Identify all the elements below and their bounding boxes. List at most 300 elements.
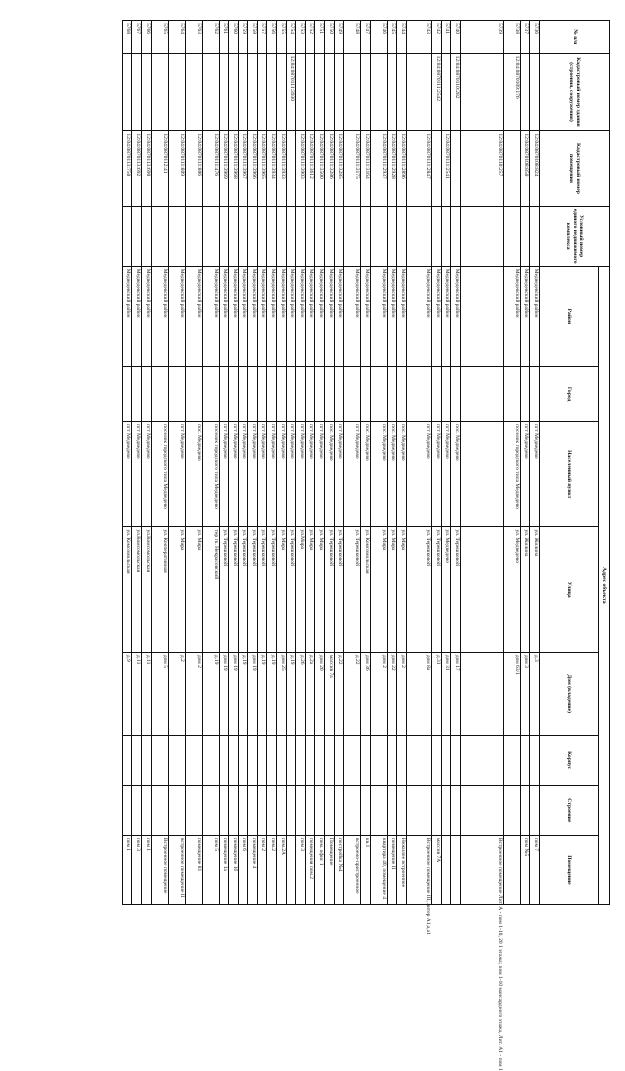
premises-cadastral-cell: 12:04:0870111:3969	[219, 131, 229, 206]
locality-cell: пгт Медведево	[229, 422, 239, 527]
street-cell: ул. Жилина	[520, 527, 530, 652]
table-row	[305, 21, 315, 905]
premises-cadastral-cell	[451, 131, 461, 206]
locality-cell: пгт Медведево	[441, 422, 451, 527]
premises-cell: Нежилое встроенное	[397, 835, 407, 904]
district-cell: Медведевский район	[370, 266, 387, 366]
structure-cell	[397, 785, 407, 835]
district-cell	[460, 266, 503, 366]
row-num: 5749	[334, 21, 344, 54]
rotated-register-table	[17, 20, 610, 1071]
locality-cell: пгт Медведево	[132, 422, 142, 527]
premises-cadastral-cell: 12:04:0870111:3933	[277, 131, 287, 206]
premises-cell: Встроенное помещение	[151, 835, 168, 904]
structure-cell	[151, 785, 168, 835]
block-cell	[407, 735, 432, 785]
street-cell: ул. Терешковой	[407, 527, 432, 652]
street-cell: ул. Терешковой	[432, 527, 442, 652]
building-cadastral-cell	[238, 53, 248, 131]
conditional-number-cell	[132, 206, 142, 266]
structure-cell	[219, 785, 229, 835]
premises-cadastral-cell: 12:04:0870113:750	[122, 131, 132, 206]
premises-cell: помещение 81	[185, 835, 202, 904]
table-row	[520, 21, 530, 905]
header-block: Корпус	[540, 735, 599, 785]
structure-cell	[202, 785, 219, 835]
table-row	[397, 21, 407, 905]
district-cell: Медведевский район	[219, 266, 229, 366]
row-num: 5763	[185, 21, 202, 54]
table-row	[344, 21, 361, 905]
table-row	[286, 21, 296, 905]
row-num: 5756	[267, 21, 277, 54]
structure-cell	[344, 785, 361, 835]
table-row	[460, 21, 503, 905]
locality-cell: пгт Медведево	[238, 422, 248, 527]
house-cell: дом 25	[277, 652, 287, 735]
row-num: 5737	[520, 21, 530, 54]
city-cell	[460, 367, 503, 422]
block-cell	[315, 735, 325, 785]
premises-cell: пом 3	[296, 835, 306, 904]
conditional-number-cell	[460, 206, 503, 266]
premises-cell: пом 5	[202, 835, 219, 904]
structure-cell	[361, 785, 371, 835]
conditional-number-cell	[397, 206, 407, 266]
district-cell: Медведевский район	[286, 266, 296, 366]
conditional-number-cell	[238, 206, 248, 266]
block-cell	[344, 735, 361, 785]
locality-cell: пос. Медведево	[361, 422, 371, 527]
header-building-cadastral: Кадастровый номер здания (строения, сооружения)	[540, 53, 610, 131]
city-cell	[370, 367, 387, 422]
block-cell	[257, 735, 267, 785]
city-cell	[238, 367, 248, 422]
structure-cell	[407, 785, 432, 835]
house-cell: д.9	[122, 652, 132, 735]
row-num: 5767	[132, 21, 142, 54]
conditional-number-cell	[267, 206, 277, 266]
structure-cell	[305, 785, 315, 835]
building-cadastral-cell	[387, 53, 397, 131]
table-row	[334, 21, 344, 905]
locality-cell: пос. Медведево	[397, 422, 407, 527]
table-row	[219, 21, 229, 905]
premises-cadastral-cell: 12:04:0870111:3966	[248, 131, 258, 206]
locality-cell: пос. Медведево	[185, 422, 202, 527]
conditional-number-cell	[122, 206, 132, 266]
conditional-number-cell	[248, 206, 258, 266]
premises-cell: пом 1	[122, 835, 132, 904]
street-cell: ул. Мира	[315, 527, 325, 652]
building-cadastral-cell	[315, 53, 325, 131]
district-cell: Медведевский район	[248, 266, 258, 366]
city-cell	[267, 367, 277, 422]
conditional-number-cell	[219, 206, 229, 266]
building-cadastral-cell	[520, 53, 530, 131]
street-cell: ул. Терешковой	[238, 527, 248, 652]
premises-cadastral-cell: 12:04:0870113:690	[141, 131, 151, 206]
district-cell: Медведевский район	[432, 266, 442, 366]
header-premises: Помещение	[540, 835, 599, 904]
header-address-group: Адрес объекта	[599, 266, 610, 904]
premises-cell: Встроенное помещение III, литер А1,а,а1	[407, 835, 432, 904]
header-premises-cadastral: Кадастровый номер помещения	[540, 131, 610, 206]
locality-cell	[460, 422, 503, 527]
locality-cell: пгт Медведево	[286, 422, 296, 527]
table-row	[503, 21, 520, 905]
city-cell	[277, 367, 287, 422]
building-cadastral-cell	[334, 53, 344, 131]
block-cell	[122, 735, 132, 785]
conditional-number-cell	[286, 206, 296, 266]
city-cell	[432, 367, 442, 422]
premises-cadastral-cell	[432, 131, 442, 206]
building-cadastral-cell	[277, 53, 287, 131]
building-cadastral-cell: 12:04:0870111:2542	[432, 53, 442, 131]
house-cell: д.19	[202, 652, 219, 735]
street-cell: ул. Терешковой	[248, 527, 258, 652]
premises-cadastral-cell: 12:04:0870111:3967	[238, 131, 248, 206]
block-cell	[296, 735, 306, 785]
conditional-number-cell	[296, 206, 306, 266]
district-cell: Медведевский район	[344, 266, 361, 366]
district-cell: Медведевский район	[296, 266, 306, 366]
block-cell	[168, 735, 185, 785]
locality-cell: пгт Медведево	[305, 422, 315, 527]
district-cell: Медведевский район	[530, 266, 540, 366]
premises-cell: массив 7А	[432, 835, 442, 904]
district-cell: Медведевский район	[267, 266, 277, 366]
table-row	[248, 21, 258, 905]
premises-cadastral-cell: 12:04:0870111:3285	[334, 131, 344, 206]
row-num: 5741	[441, 21, 451, 54]
table-row	[530, 21, 540, 905]
house-cell: массив 7а	[325, 652, 335, 735]
structure-cell	[257, 785, 267, 835]
house-cell: дом 19	[248, 652, 258, 735]
block-cell	[325, 735, 335, 785]
building-cadastral-cell	[267, 53, 277, 131]
premises-cell: Встроенное помещение Лит. А - пом 1-10, 20 1 этажа; пом 1-10 мансардного этажа, Лит. А1 - пом 1	[460, 835, 503, 904]
street-cell: ул. Мира	[168, 527, 185, 652]
street-cell: ул. Мира	[305, 527, 315, 652]
street-cell: ул. Терешковой	[286, 527, 296, 652]
house-cell: д.31	[432, 652, 442, 735]
city-cell	[441, 367, 451, 422]
district-cell: Медведевский район	[387, 266, 397, 366]
building-cadastral-cell: 12:04:0870111:3930	[286, 53, 296, 131]
row-num: 5743	[407, 21, 432, 54]
house-cell: дом 8а	[407, 652, 432, 735]
conditional-number-cell	[185, 206, 202, 266]
city-cell	[334, 367, 344, 422]
district-cell: Медведевский район	[277, 266, 287, 366]
table-row	[361, 21, 371, 905]
premises-cell: пом. офис 1	[315, 835, 325, 904]
premises-cadastral-cell: 12:04:0870111:2896	[397, 131, 407, 206]
row-num: 5757	[257, 21, 267, 54]
block-cell	[361, 735, 371, 785]
premises-cadastral-cell	[503, 131, 520, 206]
street-cell: ул. Мира	[397, 527, 407, 652]
building-cadastral-cell	[122, 53, 132, 131]
building-cadastral-cell	[370, 53, 387, 131]
premises-cadastral-cell: 12:04:0870111:3934	[267, 131, 277, 206]
building-cadastral-cell	[229, 53, 239, 131]
city-cell	[530, 367, 540, 422]
house-cell: дом 31	[441, 652, 451, 735]
city-cell	[520, 367, 530, 422]
building-cadastral-cell	[185, 53, 202, 131]
table-row	[168, 21, 185, 905]
row-num: 5762	[202, 21, 219, 54]
structure-cell	[229, 785, 239, 835]
conditional-number-cell	[361, 206, 371, 266]
city-cell	[361, 367, 371, 422]
block-cell	[503, 735, 520, 785]
block-cell	[432, 735, 442, 785]
premises-cadastral-cell: 12:04:0870108:850	[520, 131, 530, 206]
premises-cell	[503, 835, 520, 904]
house-cell: д.2а	[305, 652, 315, 735]
premises-cadastral-cell: 12:04:0870111:3968	[229, 131, 239, 206]
premises-cell: помещение 4	[248, 835, 258, 904]
street-cell: ул.Мира	[296, 527, 306, 652]
register-table-body	[122, 21, 539, 1071]
conditional-number-cell	[441, 206, 451, 266]
block-cell	[387, 735, 397, 785]
row-num: 5742	[432, 21, 442, 54]
house-cell: дом 20	[315, 652, 325, 735]
table-row	[132, 21, 142, 905]
row-num: 5760	[229, 21, 239, 54]
row-num: 5764	[168, 21, 185, 54]
header-num: № п/п	[540, 21, 610, 54]
structure-cell	[334, 785, 344, 835]
premises-cell: помещение II	[387, 835, 397, 904]
house-cell: д.19	[257, 652, 267, 735]
locality-cell: пгт Медведево	[141, 422, 151, 527]
house-cell: дом 63/1	[503, 652, 520, 735]
premises-cell: Помещение	[325, 835, 335, 904]
structure-cell	[520, 785, 530, 835]
street-cell: ул. Терешковой	[257, 527, 267, 652]
district-cell: Медведевский район	[397, 266, 407, 366]
city-cell	[132, 367, 142, 422]
block-cell	[151, 735, 168, 785]
building-cadastral-cell	[257, 53, 267, 131]
locality-cell: пос. Медведево	[451, 422, 461, 527]
table-row	[387, 21, 397, 905]
structure-cell	[315, 785, 325, 835]
conditional-number-cell	[168, 206, 185, 266]
house-cell: дом 17	[451, 652, 461, 735]
locality-cell: поселок городского типа Медведево	[151, 422, 168, 527]
property-register-table	[122, 20, 610, 1071]
structure-cell	[325, 785, 335, 835]
structure-cell	[286, 785, 296, 835]
structure-cell	[132, 785, 142, 835]
premises-cell: пом 6	[238, 835, 248, 904]
row-num: 5758	[248, 21, 258, 54]
city-cell	[325, 367, 335, 422]
street-cell: ул. Мира	[387, 527, 397, 652]
city-cell	[397, 367, 407, 422]
locality-cell: поселок городского типа Медведево	[202, 422, 219, 527]
street-cell: тер гк. Некрасовский	[202, 527, 219, 652]
building-cadastral-cell: 12:04:0870109:176	[503, 53, 520, 131]
table-row	[229, 21, 239, 905]
city-cell	[168, 367, 185, 422]
locality-cell: пгт Медведево	[407, 422, 432, 527]
house-cell: дом 3	[520, 652, 530, 735]
premises-cell: пом 2	[257, 835, 267, 904]
block-cell	[267, 735, 277, 785]
structure-cell	[460, 785, 503, 835]
conditional-number-cell	[257, 206, 267, 266]
street-cell	[460, 527, 503, 652]
street-cell: ул. Терешковой	[219, 527, 229, 652]
row-num: 5745	[387, 21, 397, 54]
district-cell: Медведевский район	[141, 266, 151, 366]
district-cell: Медведевский район	[229, 266, 239, 366]
premises-cadastral-cell: 12:04:0870108:824	[530, 131, 540, 206]
row-num: 5752	[305, 21, 315, 54]
building-cadastral-cell	[441, 53, 451, 131]
building-cadastral-cell	[219, 53, 229, 131]
locality-cell: пгт Медведево	[520, 422, 530, 527]
structure-cell	[370, 785, 387, 835]
block-cell	[520, 735, 530, 785]
conditional-number-cell	[451, 206, 461, 266]
conditional-number-cell	[277, 206, 287, 266]
locality-cell: пгт Медведево	[344, 422, 361, 527]
table-row	[141, 21, 151, 905]
city-cell	[315, 367, 325, 422]
row-num: 5759	[238, 21, 248, 54]
street-cell: ул.Комсомольская	[132, 527, 142, 652]
table-row	[441, 21, 451, 905]
structure-cell	[168, 785, 185, 835]
premises-cell: пом.2А	[277, 835, 287, 904]
row-num: 5765	[151, 21, 168, 54]
street-cell: ул. Комсомольская	[122, 527, 132, 652]
city-cell	[229, 367, 239, 422]
locality-cell: пгт Медведево	[277, 422, 287, 527]
row-num: 5753	[296, 21, 306, 54]
locality-cell: пгт Медведево	[219, 422, 229, 527]
city-cell	[141, 367, 151, 422]
district-cell: Медведевский район	[451, 266, 461, 366]
house-cell: дом 2	[185, 652, 202, 735]
premises-cadastral-cell: 12:04:0870111:2937	[370, 131, 387, 206]
table-row	[122, 21, 132, 905]
district-cell: Медведевский район	[238, 266, 248, 366]
building-cadastral-cell	[460, 53, 503, 131]
house-cell: д.22	[334, 652, 344, 735]
block-cell	[460, 735, 503, 785]
city-cell	[151, 367, 168, 422]
conditional-number-cell	[370, 206, 387, 266]
house-cell: д.3	[530, 652, 540, 735]
conditional-number-cell	[141, 206, 151, 266]
street-cell: ул. Терешковой	[229, 527, 239, 652]
premises-cadastral-cell: 12:04:0870111:3500	[315, 131, 325, 206]
table-row	[277, 21, 287, 905]
building-cadastral-cell	[202, 53, 219, 131]
structure-cell	[267, 785, 277, 835]
building-cadastral-cell	[344, 53, 361, 131]
premises-cell	[441, 835, 451, 904]
row-num: 5746	[370, 21, 387, 54]
conditional-number-cell	[520, 206, 530, 266]
conditional-number-cell	[334, 206, 344, 266]
locality-cell: поселок городского типа Медведево	[503, 422, 520, 527]
premises-cell: пом.2	[267, 835, 277, 904]
building-cadastral-cell	[168, 53, 185, 131]
row-num: 5740	[451, 21, 461, 54]
street-cell: ул. Мира	[185, 527, 202, 652]
city-cell	[407, 367, 432, 422]
district-cell: Медведевский район	[257, 266, 267, 366]
row-num: 5754	[286, 21, 296, 54]
conditional-number-cell	[530, 206, 540, 266]
house-cell: д.11	[141, 652, 151, 735]
premises-cadastral-cell: 12:04:0870111:809	[168, 131, 185, 206]
premises-cell: квартира 40, помещение 4	[370, 835, 387, 904]
structure-cell	[441, 785, 451, 835]
district-cell: Медведевский район	[325, 266, 335, 366]
building-cadastral-cell: 12:04:0870110:282	[451, 53, 461, 131]
city-cell	[296, 367, 306, 422]
premises-cell	[451, 835, 461, 904]
table-row	[257, 21, 267, 905]
locality-cell: пгт Медведево	[122, 422, 132, 527]
street-cell: ул. Терешковой	[267, 527, 277, 652]
block-cell	[238, 735, 248, 785]
house-cell: дом 2	[397, 652, 407, 735]
locality-cell: пос. Медведево	[325, 422, 335, 527]
locality-cell: пгт Медведево	[432, 422, 442, 527]
city-cell	[503, 367, 520, 422]
locality-cell: пгт Медведево	[267, 422, 277, 527]
district-cell: Медведевский район	[407, 266, 432, 366]
row-num: 5768	[122, 21, 132, 54]
premises-cadastral-cell: 12:04:0870111:3612	[305, 131, 315, 206]
header-city: Город	[540, 367, 599, 422]
conditional-number-cell	[325, 206, 335, 266]
house-cell: д.26	[296, 652, 306, 735]
premises-cell: пом 1	[141, 835, 151, 904]
house-cell: дом 19	[219, 652, 229, 735]
house-cell: дом 36	[361, 652, 371, 735]
structure-cell	[296, 785, 306, 835]
city-cell	[305, 367, 315, 422]
row-num: 5761	[219, 21, 229, 54]
header-conditional-number: Условный номер единого недвижимого комплекса	[540, 206, 610, 266]
premises-cadastral-cell: 12:04:0870113:692	[132, 131, 142, 206]
conditional-number-cell	[503, 206, 520, 266]
building-cadastral-cell	[530, 53, 540, 131]
house-cell	[460, 652, 503, 735]
district-cell: Медведевский район	[168, 266, 185, 366]
header-locality: Населенный пункт	[540, 422, 599, 527]
block-cell	[305, 735, 315, 785]
building-cadastral-cell	[151, 53, 168, 131]
row-num: 5736	[530, 21, 540, 54]
conditional-number-cell	[407, 206, 432, 266]
